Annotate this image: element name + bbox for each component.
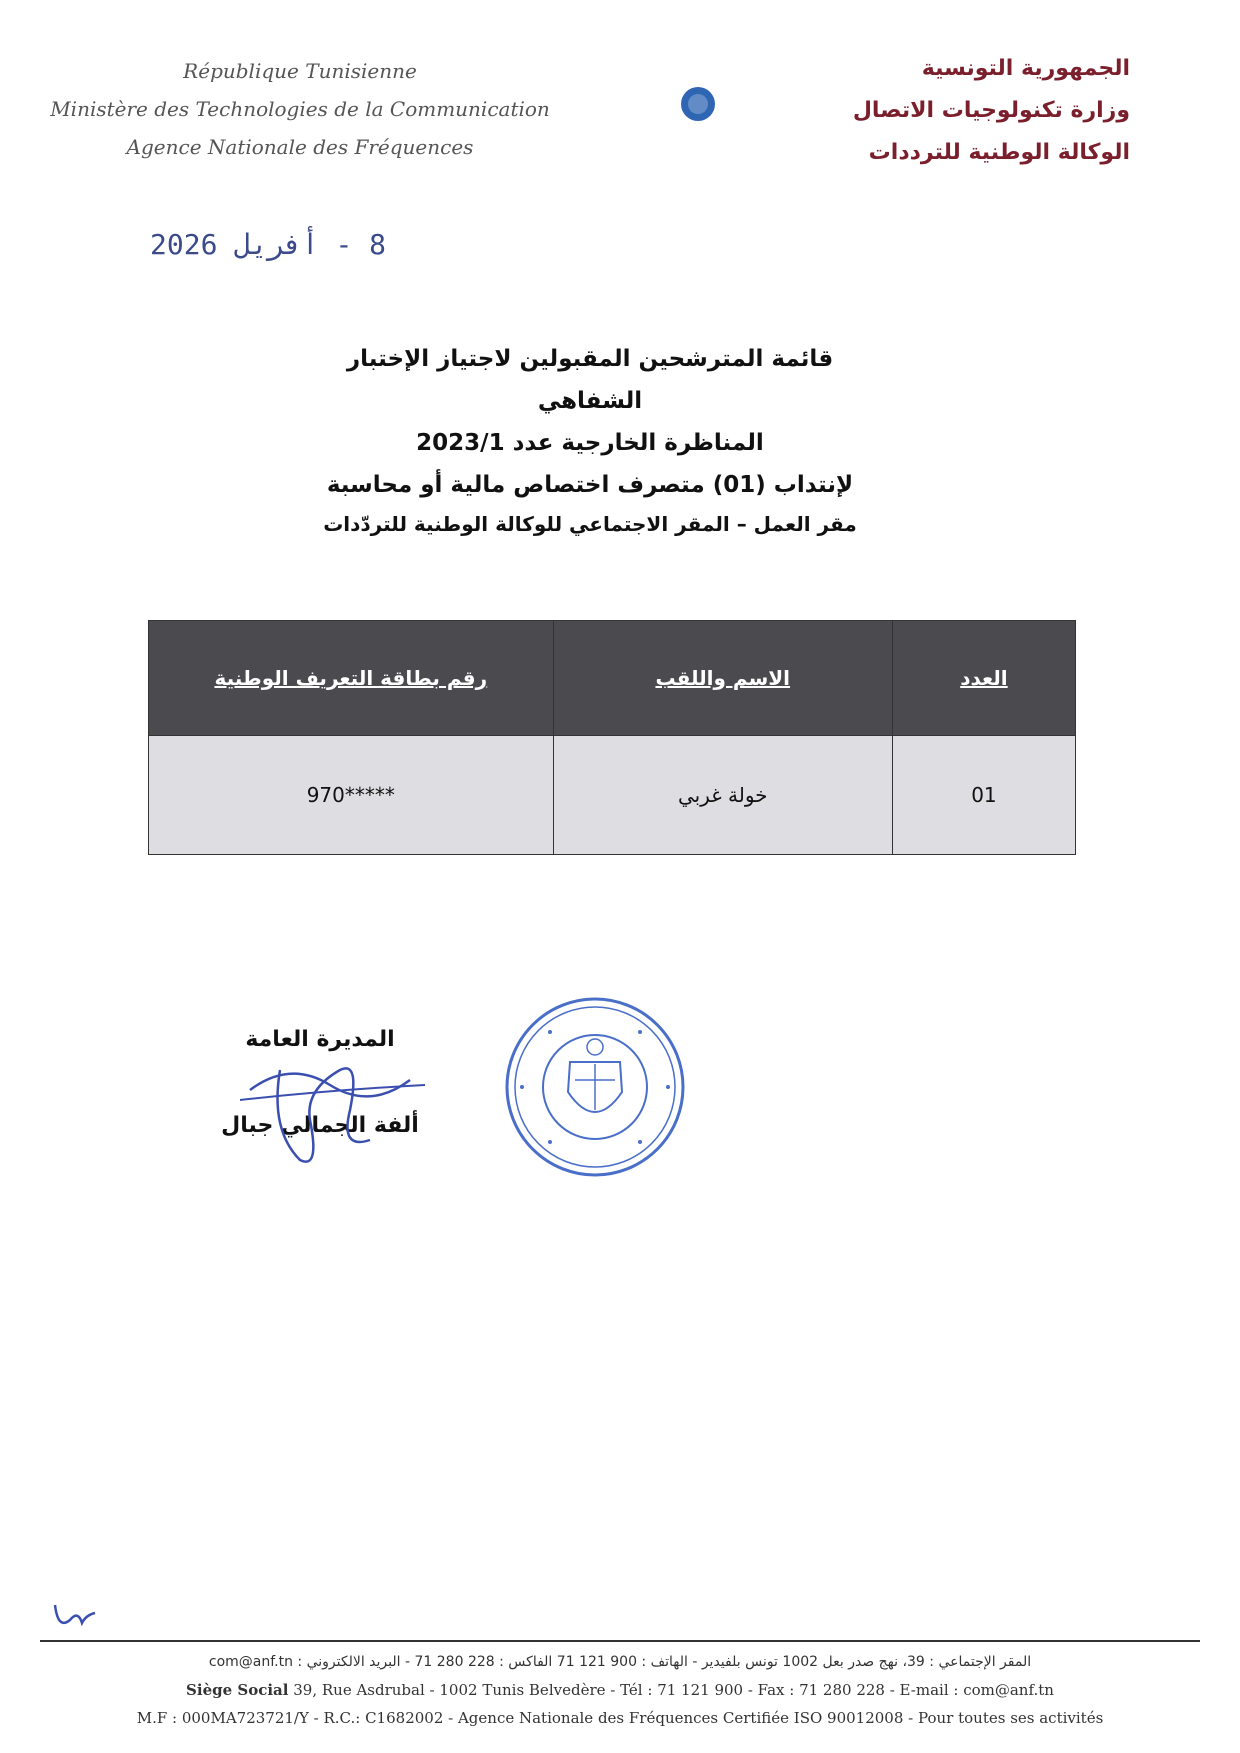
initials-mark-icon xyxy=(50,1595,100,1635)
title-line-3: لإنتداب (01) متصرف اختصاص مالية أو محاسبة xyxy=(326,472,854,498)
candidates-table xyxy=(148,620,1076,855)
anf-logo-icon xyxy=(580,52,740,162)
title-line-1: قائمة المترشحين المقبولين لاجتياز الإختبار الشفاهي xyxy=(346,346,834,414)
cell-name: خولة غربي xyxy=(553,736,892,855)
signatory-name: ألفة الجمالي جبال xyxy=(221,1113,419,1138)
footer-french-address xyxy=(0,1676,1240,1704)
fr-country: République Tunisienne xyxy=(183,59,417,83)
signatory-role: المديرة العامة xyxy=(245,1027,395,1052)
footer-siege-label: Siège Social xyxy=(186,1681,289,1699)
header-name: الاسم واللقب xyxy=(553,621,892,736)
ar-country: الجمهورية التونسية xyxy=(921,56,1130,81)
title-line-2: المناظرة الخارجية عدد 2023/1 xyxy=(416,430,764,456)
french-letterhead xyxy=(40,52,560,166)
footer-arabic-address: المقر الإجتماعي : 39، نهج صدر بعل 1002 تونس بلفيدير - الهاتف : 900 121 71 الفاكس : 228 280 71 - البريد الالكتروني : com@anf.tn xyxy=(208,1654,1032,1670)
cell-id: *****970 xyxy=(149,736,554,855)
date-stamp: 8 - أفريل 2026 xyxy=(150,228,387,261)
ar-agency: الوكالة الوطنية للترددات xyxy=(868,140,1130,165)
footer-divider xyxy=(40,1640,1200,1642)
title-line-4: مقر العمل – المقر الاجتماعي للوكالة الوطنية للتردّدات xyxy=(323,512,857,536)
footer-registration: M.F : 000MA723721/Y - R.C.: C1682002 - Agence Nationale des Fréquences Certifiée ISO 90012008 - Pour toutes ses activités xyxy=(136,1709,1104,1727)
footer-french-contact: 39, Rue Asdrubal - 1002 Tunis Belvedère - Tél : 71 121 900 - Fax : 71 280 228 - E-mail : com@anf.tn xyxy=(293,1681,1054,1699)
fr-agency: Agence Nationale des Fréquences xyxy=(126,135,474,159)
header-id: رقم بطاقة التعريف الوطنية xyxy=(149,621,554,736)
official-seal-icon xyxy=(500,992,690,1182)
header-number: العدد xyxy=(892,621,1075,736)
table-header-row xyxy=(149,621,1076,736)
arabic-letterhead xyxy=(830,48,1130,174)
document-title xyxy=(300,338,880,542)
cell-number: 01 xyxy=(892,736,1075,855)
ar-ministry: وزارة تكنولوجيات الاتصال xyxy=(852,98,1130,123)
table-row xyxy=(149,736,1076,855)
handwritten-signature-icon xyxy=(210,1030,440,1180)
footer xyxy=(0,1648,1240,1732)
fr-ministry: Ministère des Technologies de la Communication xyxy=(50,97,550,121)
